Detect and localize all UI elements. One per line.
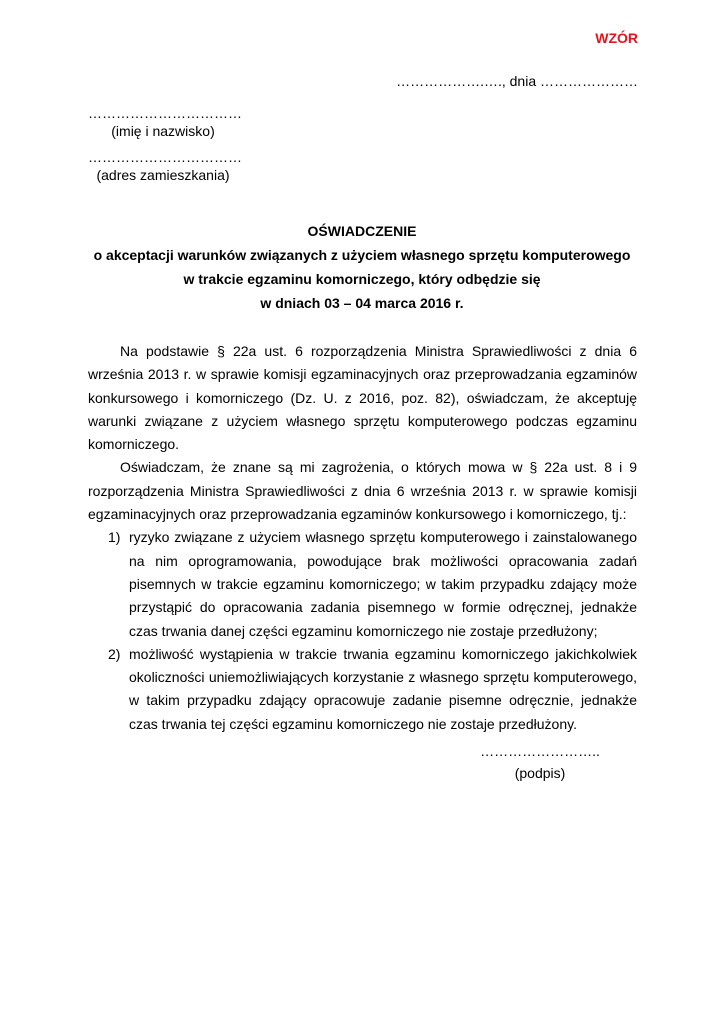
- title-dates: w dniach 03 – 04 marca 2016 r.: [260, 295, 464, 311]
- title-subject: o akceptacji warunków związanych z użyciem własnego sprzętu komputerowego: [93, 247, 631, 263]
- template-label: WZÓR: [595, 30, 638, 46]
- list-item-text: możliwość wystąpienia w trakcie trwania egzaminu komorniczego jakichkolwiek okoliczności uniemożliwiających korzystanie z własnego sprzętu komputerowego, w takim przypadku zdający opracowuje zadanie pisemne odręcznie, jednakże czas trwania tej części egzaminu komorniczego nie zostaje przedłużony.: [129, 645, 637, 732]
- address-label: (adres zamieszkania): [96, 167, 230, 183]
- name-label: (imię i nazwisko): [111, 123, 215, 139]
- address-dots: ……………………………: [88, 149, 242, 165]
- document-body: [88, 340, 637, 736]
- paragraph-risks-intro: Oświadczam, że znane są mi zagrożenia, o których mowa w § 22a ust. 8 i 9 rozporządzenia Ministra Sprawiedliwości z dnia 6 września 2013 r. w sprawie komisji egzaminacyjnych oraz przeprowadzania egzaminów konkursowego i komorniczego, tj.:: [88, 459, 637, 523]
- address-field: [88, 148, 242, 184]
- list-item-number: 2): [108, 645, 121, 662]
- name-dots: ……………………………: [88, 105, 242, 121]
- signature-block: [450, 740, 630, 784]
- list-item-text: ryzyko związane z użyciem własnego sprzętu komputerowego i zainstalowanego na nim oprogramowania, powodujące brak możliwości opracowania zadań pisemnych w trakcie egzaminu komorniczego; w takim przypadku zdający może przystąpić do opracowania zadania pisemnego w formie odręcznej, jednakże czas trwania danej części egzaminu komorniczego nie zostaje przedłużony;: [129, 529, 637, 639]
- place-date-line: ……………….…., dnia …………………: [396, 73, 638, 89]
- list-item: [88, 526, 637, 642]
- list-item: [88, 643, 637, 736]
- signature-label: (podpis): [514, 765, 566, 781]
- name-field: [88, 104, 242, 140]
- title-heading: OŚWIADCZENIE: [307, 223, 417, 239]
- paragraph-legal-basis: Na podstawie § 22a ust. 6 rozporządzenia Ministra Sprawiedliwości z dnia 6 września 2013 r. w sprawie komisji egzaminacyjnych oraz przeprowadzania egzaminów konkursowego i komorniczego (Dz. U. z 2016, poz. 82), oświadczam, że akceptuję warunki związane z użyciem własnego sprzętu komputerowego podczas egzaminu komorniczego.: [88, 343, 637, 453]
- list-item-number: 1): [108, 529, 121, 546]
- document-title: [0, 219, 724, 315]
- signature-dots: ……………………..: [480, 743, 600, 759]
- risk-list: [88, 526, 637, 736]
- title-context: w trakcie egzaminu komorniczego, który odbędzie się: [183, 271, 541, 287]
